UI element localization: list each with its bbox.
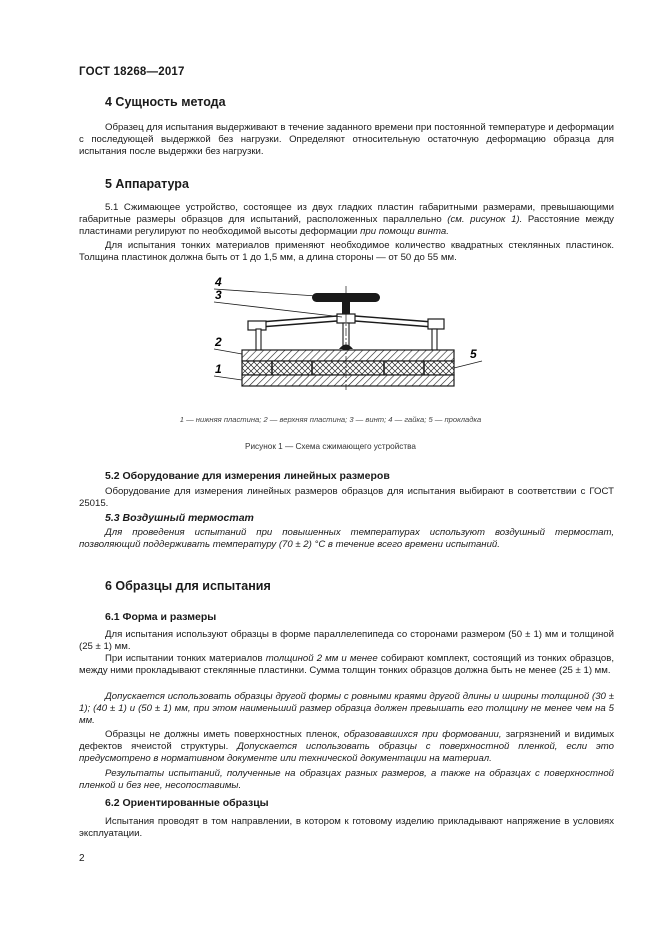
section-5-2-title: 5.2 Оборудование для измерения линейных размеров xyxy=(105,470,390,482)
section-6-1-title: 6.1 Форма и размеры xyxy=(105,611,217,623)
italic-run: образовавшихся при формовании, xyxy=(343,729,502,740)
document-header: ГОСТ 18268—2017 xyxy=(79,66,185,78)
text-run: 5.1 Сжимающее устройство, состоящее из двух гладких пластин габаритными размерами, превышающими габаритные размеры образцов для испытаний, расположенных параллельно xyxy=(79,202,614,225)
text-run: Расстояние между пластинами регулируют по необходимой высоты деформации xyxy=(79,213,614,237)
label-3: 3 xyxy=(215,288,222,302)
section-5-paragraph-2: Для испытания тонких материалов применяют необходимое количество квадратных стеклянных пластинок. Толщина пластинок должна быть от 1 до 1,5 мм, а длина стороны — от 50 до 55 мм. xyxy=(79,240,614,263)
label-4: 4 xyxy=(215,275,222,289)
right-arm-block xyxy=(428,319,444,329)
figure-caption: Рисунок 1 — Схема сжимающего устройства xyxy=(245,442,416,451)
section-4-title: 4 Сущность метода xyxy=(105,95,226,109)
section-6-title: 6 Образцы для испытания xyxy=(105,579,271,593)
section-5-title: 5 Аппаратура xyxy=(105,177,189,191)
section-6-1-paragraph-5: Результаты испытаний, полученные на образцах разных размеров, а также на образцах с поверхностной пленкой и без нее, несопоставимы. xyxy=(79,768,614,791)
section-6-1-paragraph-2 xyxy=(79,653,614,677)
italic-run: Допускается использовать образцы с поверхностной пленкой, если это предусмотрено в нормативном документе или технической документации на материал. xyxy=(79,740,614,764)
section-6-2-title: 6.2 Ориентированные образцы xyxy=(105,797,269,809)
section-5-3-paragraph: Для проведения испытаний при повышенных температурах используют воздушный термостат, позволяющий поддерживать температуру (70 ± 2) °С в течение всего времени испытаний. xyxy=(79,527,614,550)
label-5: 5 xyxy=(470,347,477,361)
compression-device-figure xyxy=(200,272,490,392)
section-5-3-title: 5.3 Воздушный термостат xyxy=(105,512,254,524)
text-run: загрязнений и видимых дефектов ячеистой структуры. xyxy=(79,729,614,752)
section-5-2-paragraph: Оборудование для измерения линейных размеров образцов для испытания выбирают в соответствии с ГОСТ 25015. xyxy=(79,486,614,509)
gasket-layer xyxy=(242,361,454,375)
text-run: При испытании тонких материалов xyxy=(105,653,266,664)
italic-run: толщиной 2 мм и менее xyxy=(265,653,378,664)
italic-run: при помощи винта. xyxy=(360,225,449,237)
page-number: 2 xyxy=(79,853,85,864)
section-6-2-paragraph: Испытания проводят в том направлении, в котором к готовому изделию прикладывают напряжение в условиях эксплуатации. xyxy=(79,816,614,839)
italic-run: (см. рисунок 1). xyxy=(447,213,523,225)
section-6-1-paragraph-4 xyxy=(79,729,614,765)
section-6-1-paragraph-1: Для испытания используют образцы в форме параллелепипеда со сторонами размером (50 ± 1) мм и толщиной (25 ± 1) мм. xyxy=(79,629,614,652)
figure-legend: 1 — нижняя пластина; 2 — верхняя пластина; 3 — винт; 4 — гайка; 5 — прокладка xyxy=(179,415,482,424)
text-run: Образцы не должны иметь поверхностных пленок, xyxy=(105,729,344,740)
label-1: 1 xyxy=(215,362,222,376)
upper-plate xyxy=(242,350,454,361)
text-run: собирают комплект, состоящий из тонких образцов, между ними прокладывают стеклянные пластинки. Сумма толщин тонких образцов должна быть не менее (25 ± 1) мм. xyxy=(79,653,614,676)
label-2: 2 xyxy=(215,335,222,349)
section-4-paragraph: Образец для испытания выдерживают в течение заданного времени при постоянной температуре и деформации с последующей выдержкой без нагрузки. Определяют относительную остаточную деформацию образца для испытания после выдержки без нагрузки. xyxy=(79,122,614,157)
lower-plate xyxy=(242,375,454,386)
section-6-1-paragraph-3: Допускается использовать образцы другой формы с ровными краями другой длины и ширины толщиной (30 ± 1); (40 ± 1) и (50 ± 1) мм, при этом наименьший размер образца должен превышать его толщину не менее чем на 5 мм. xyxy=(79,691,614,726)
section-5-1-paragraph xyxy=(79,202,614,238)
